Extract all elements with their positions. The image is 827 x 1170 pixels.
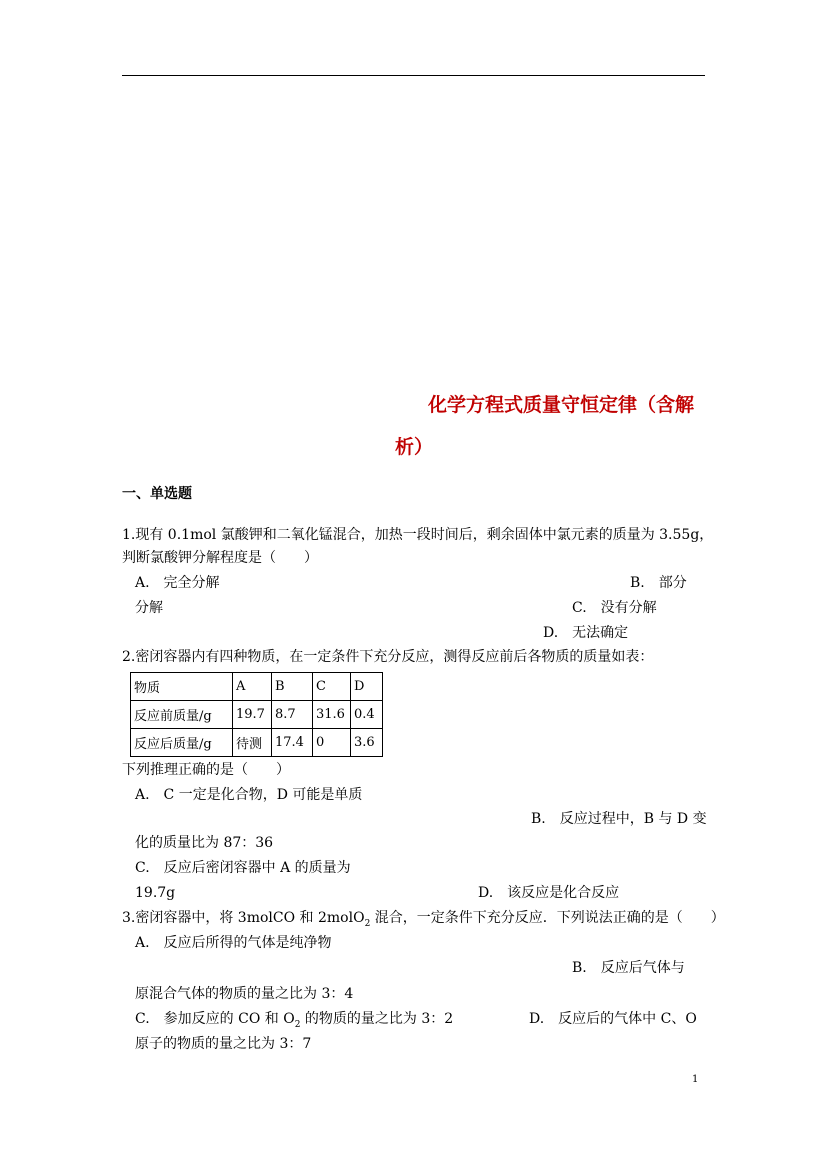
table-cell: 17.4 [272,729,313,757]
q3-option-d-line-2: 原子的物质的量之比为 3：7 [135,1036,312,1052]
q3-stem [122,908,725,934]
table-cell: 8.7 [272,701,313,729]
q2-option-b-line-1: B. 反应过程中，B 与 D 变 [531,811,707,827]
table-cell: 3.6 [351,729,383,757]
q1-option-b-line-2: 分解 [135,600,163,616]
q2-option-b-line-2: 化的质量比为 87：36 [135,835,274,851]
q3-option-c-subscript: 2 [294,1019,301,1030]
table-cell: 31.6 [313,701,351,729]
q2-option-c-line-1: C. 反应后密闭容器中 A 的质量为 [135,860,351,876]
table-cell: 待测 [233,729,272,757]
q3-option-a: A. 反应后所得的气体是纯净物 [135,935,332,951]
table-cell: D [351,673,383,701]
q1-option-d: D. 无法确定 [543,625,629,641]
mass-table [130,672,383,757]
title-line-2: 析） [395,436,434,458]
q3-stem-text-b: 混合，一定条件下充分反应．下列说法正确的是（ ） [370,910,725,926]
q3-option-c-text-a: C. 参加反应的 CO 和 O [135,1011,295,1027]
q2-stem: 2.密闭容器内有四种物质，在一定条件下充分反应，测得反应前后各物质的质量如表： [122,649,654,665]
table-cell: 反应前质量/g [131,701,233,729]
q1-option-a: A. 完全分解 [135,575,220,591]
q2-prompt: 下列推理正确的是（ ） [122,762,290,778]
table-header-row [131,673,383,701]
q1-stem-line-1: 1.现有 0.1mol 氯酸钾和二氧化锰混合，加热一段时间后，剩余固体中氯元素的质量为 3.55g， [122,527,714,543]
page-number: 1 [692,1074,699,1085]
q1-option-c: C. 没有分解 [572,600,657,616]
table-row [131,729,383,757]
q3-option-b-line-2: 原混合气体的物质的量之比为 3：4 [135,986,354,1002]
q3-option-c-text-b: 的物质的量之比为 3：2 [300,1011,454,1027]
table-cell: A [233,673,272,701]
table-cell: 0.4 [351,701,383,729]
q1-option-b-line-1: B. 部分 [630,575,687,591]
table-cell: B [272,673,313,701]
q2-option-c-line-2: 19.7g [135,885,176,901]
q3-option-c [135,1009,453,1035]
q1-stem-line-2: 判断氯酸钾分解程度是（ ） [122,550,318,566]
title-line-1: 化学方程式质量守恒定律（含解 [428,394,695,416]
table-row [131,701,383,729]
q3-stem-subscript: 2 [364,918,371,929]
q2-option-a: A. C 一定是化合物，D 可能是单质 [135,787,363,803]
table-cell: 反应后质量/g [131,729,233,757]
q2-option-d: D. 该反应是化合反应 [478,885,620,901]
q3-option-b-line-1: B. 反应后气体与 [572,960,685,976]
table-cell: 物质 [131,673,233,701]
q3-stem-text-a: 3.密闭容器中，将 3molCO 和 2molO [122,910,365,926]
table-cell: 0 [313,729,351,757]
table-cell: 19.7 [233,701,272,729]
q3-option-d-line-1: D. 反应后的气体中 C、O [529,1011,697,1027]
header-rule [122,75,705,76]
table-cell: C [313,673,351,701]
section-heading: 一、单选题 [122,486,192,502]
